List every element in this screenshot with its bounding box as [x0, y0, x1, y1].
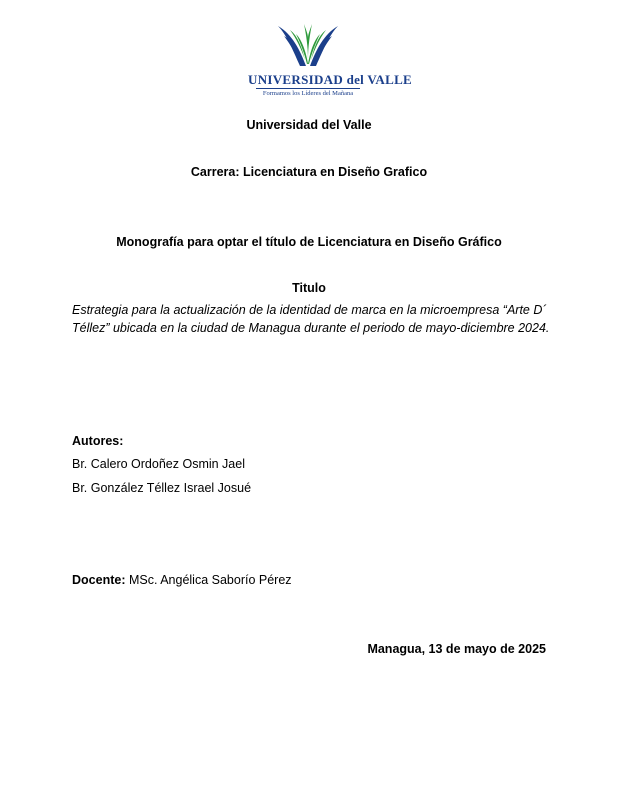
logo-emblem-icon — [248, 20, 368, 72]
university-name: Universidad del Valle — [246, 118, 372, 132]
author-item: Br. González Téllez Israel Josué — [72, 481, 252, 495]
logo-tagline: Formamos los Líderes del Mañana — [262, 90, 354, 97]
docente-name: MSc. Angélica Saborío Pérez — [125, 573, 292, 587]
docente-label: Docente: — [72, 573, 126, 587]
monograph-line: Monografía para optar el título de Licenciatura en Diseño Gráfico — [116, 235, 502, 249]
title-heading: Titulo — [292, 281, 326, 295]
university-logo — [248, 20, 413, 102]
logo-divider — [256, 88, 360, 89]
logo-name: UNIVERSIDAD del VALLE — [248, 72, 413, 87]
career-line: Carrera: Licenciatura en Diseño Grafico — [190, 165, 428, 179]
authors-label: Autores: — [72, 434, 124, 448]
thesis-title-text: Estrategia para la actualización de la identidad de marca en la microempresa “Arte D´ Téllez” ubicada en la ciudad de Managua durante el periodo de mayo-diciembre 2024. — [72, 303, 550, 335]
document-date: Managua, 13 de mayo de 2025 — [367, 642, 546, 656]
author-item: Br. Calero Ordoñez Osmin Jael — [72, 457, 245, 471]
docente-line — [72, 572, 292, 588]
